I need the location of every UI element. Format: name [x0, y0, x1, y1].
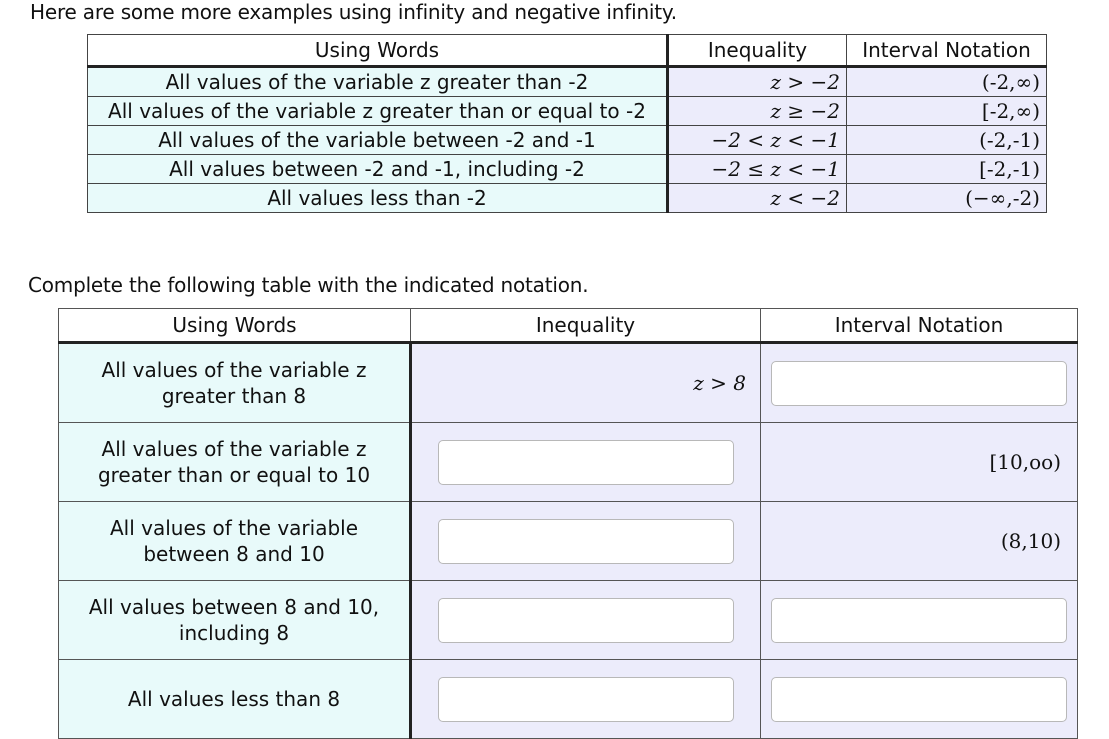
example-inequality: −2 < z < −1: [668, 126, 847, 155]
example-interval: (-2,-1): [847, 126, 1047, 155]
practice-interval-cell: [761, 660, 1078, 739]
example-words: All values between -2 and -1, including -2: [88, 155, 668, 184]
examples-header-words: Using Words: [88, 35, 668, 67]
examples-header-row: [88, 35, 1047, 67]
practice-interval-cell: [761, 343, 1078, 423]
practice-row: [59, 660, 1078, 739]
practice-words-text: All values of the variable z greater than 8: [101, 358, 367, 408]
practice-words-text: All values between 8 and 10, including 8: [88, 595, 380, 645]
interval-answer-input[interactable]: [771, 677, 1067, 722]
example-inequality: z < −2: [668, 184, 847, 213]
practice-inequality-cell: [411, 581, 761, 660]
practice-inequality-cell: [411, 660, 761, 739]
interval-answer-input[interactable]: [771, 598, 1067, 643]
example-interval: (−∞,-2): [847, 184, 1047, 213]
practice-table: [58, 308, 1078, 739]
practice-row: [59, 502, 1078, 581]
practice-words-text: All values less than 8: [127, 687, 341, 711]
interval-answer-input[interactable]: [771, 361, 1067, 406]
practice-header-inequality: Inequality: [411, 309, 761, 343]
example-words: All values of the variable z greater than -2: [88, 67, 668, 97]
practice-inequality-given: z > 8: [411, 343, 761, 423]
example-interval: [-2,∞): [847, 97, 1047, 126]
practice-words: [59, 581, 411, 660]
examples-row: [88, 67, 1047, 97]
example-interval: [-2,-1): [847, 155, 1047, 184]
inequality-answer-input[interactable]: [438, 598, 734, 643]
intro-text: Here are some more examples using infinity and negative infinity.: [30, 0, 677, 24]
examples-table: [87, 34, 1047, 213]
example-words: All values of the variable z greater than or equal to -2: [88, 97, 668, 126]
examples-row: [88, 126, 1047, 155]
practice-words: [59, 343, 411, 423]
practice-words: [59, 423, 411, 502]
example-inequality: z ≥ −2: [668, 97, 847, 126]
practice-interval-given: [10,oo): [761, 423, 1078, 502]
inequality-answer-input[interactable]: [438, 519, 734, 564]
practice-row: [59, 423, 1078, 502]
practice-header-row: [59, 309, 1078, 343]
practice-interval-cell: [761, 581, 1078, 660]
practice-row: [59, 581, 1078, 660]
inequality-answer-input[interactable]: [438, 677, 734, 722]
practice-row: [59, 343, 1078, 423]
practice-words-text: All values of the variable z greater than or equal to 10: [97, 437, 371, 487]
practice-words: [59, 660, 411, 739]
example-inequality: z > −2: [668, 67, 847, 97]
inequality-answer-input[interactable]: [438, 440, 734, 485]
practice-header-words: Using Words: [59, 309, 411, 343]
practice-inequality-cell: [411, 423, 761, 502]
practice-words: [59, 502, 411, 581]
example-words: All values less than -2: [88, 184, 668, 213]
examples-row: [88, 155, 1047, 184]
examples-row: [88, 184, 1047, 213]
example-words: All values of the variable between -2 and -1: [88, 126, 668, 155]
examples-row: [88, 97, 1047, 126]
examples-header-interval: Interval Notation: [847, 35, 1047, 67]
example-inequality: −2 ≤ z < −1: [668, 155, 847, 184]
example-interval: (-2,∞): [847, 67, 1047, 97]
practice-interval-given: (8,10): [761, 502, 1078, 581]
examples-header-inequality: Inequality: [668, 35, 847, 67]
practice-inequality-cell: [411, 502, 761, 581]
practice-intro-text: Complete the following table with the indicated notation.: [28, 273, 589, 297]
practice-words-text: All values of the variable between 8 and 10: [109, 516, 359, 566]
practice-header-interval: Interval Notation: [761, 309, 1078, 343]
